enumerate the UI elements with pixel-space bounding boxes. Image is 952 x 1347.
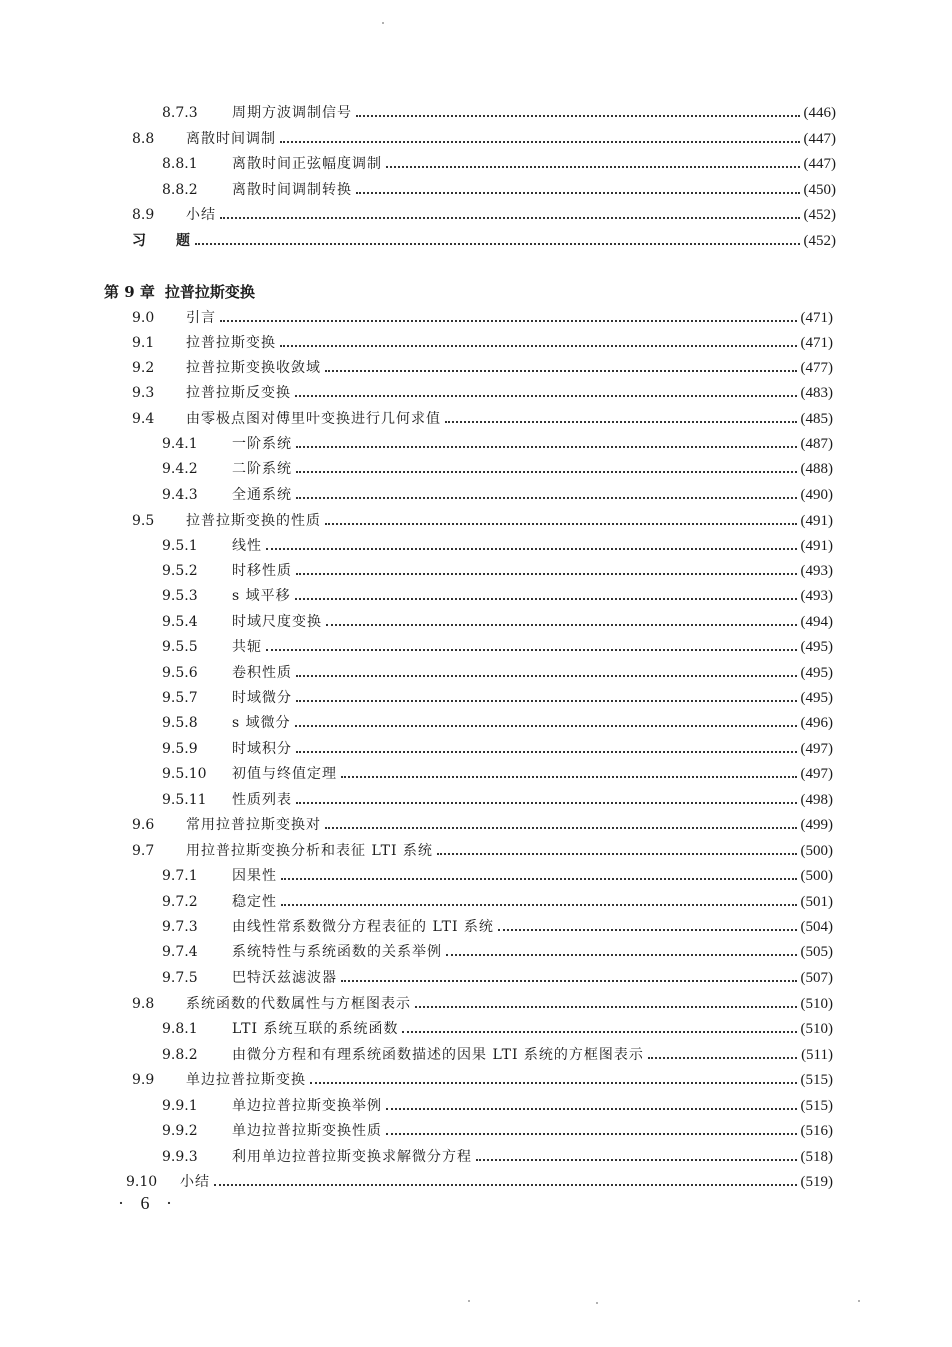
page-number: · 6 ·	[118, 1193, 178, 1213]
dot-leader	[648, 1057, 797, 1059]
toc-entry-number: 9.5.10	[162, 766, 207, 782]
toc-entry-page: (495)	[800, 639, 833, 655]
toc-entry-title: 卷积性质	[232, 665, 292, 681]
toc-entry-title: 用拉普拉斯变换分析和表征 LTI 系统	[186, 843, 433, 859]
toc-entry	[132, 383, 833, 403]
toc-entry	[132, 1070, 833, 1090]
toc-entry-title: 拉普拉斯反变换	[186, 385, 291, 401]
toc-entry-title: 题	[176, 233, 191, 249]
toc-entry-title: 利用单边拉普拉斯变换求解微分方程	[232, 1149, 472, 1165]
dot-leader	[195, 243, 800, 245]
toc-entry	[162, 154, 836, 174]
dot-leader	[296, 802, 797, 804]
toc-entry-page: (477)	[800, 360, 833, 376]
toc-entry-page: (490)	[800, 487, 833, 503]
dot-leader	[281, 878, 797, 880]
dot-leader	[386, 1133, 797, 1135]
toc-entry-number: 9.5	[132, 513, 155, 529]
toc-entry	[162, 612, 833, 632]
toc-entry	[162, 790, 833, 810]
toc-entry-page: (510)	[800, 1021, 833, 1037]
dot-leader	[325, 827, 797, 829]
toc-entry-page: (498)	[800, 792, 833, 808]
toc-entry-title: 小结	[186, 207, 216, 223]
toc-entry-title: 单边拉普拉斯变换性质	[232, 1123, 382, 1139]
toc-entry-title: 一阶系统	[232, 436, 292, 452]
toc-entry-title: 周期方波调制信号	[232, 105, 352, 121]
toc-entry	[162, 180, 836, 200]
toc-entry-number: 8.8	[132, 131, 155, 147]
dot-leader	[445, 421, 797, 423]
toc-entry-title: s 域微分	[232, 715, 291, 731]
toc-entry-title: 由线性常系数微分方程表征的 LTI 系统	[232, 919, 494, 935]
dot-leader	[296, 700, 797, 702]
dot-leader	[386, 166, 800, 168]
toc-entry-title: LTI 系统互联的系统函数	[232, 1021, 399, 1037]
toc-entry-title: s 域平移	[232, 588, 291, 604]
toc-entry-number: 9.4	[132, 411, 155, 427]
toc-entry-number: 9.4.2	[162, 461, 198, 477]
toc-entry	[162, 1019, 833, 1039]
toc-entry-number: 9.7	[132, 843, 155, 859]
toc-entry	[162, 892, 833, 912]
toc-entry-page: (500)	[800, 843, 833, 859]
dot-leader	[281, 904, 797, 906]
dot-leader	[498, 929, 797, 931]
toc-entry-title: 由零极点图对傅里叶变换进行几何求值	[186, 411, 441, 427]
toc-entry	[162, 1096, 833, 1116]
toc-entry	[132, 308, 833, 328]
toc-entry-title: 全通系统	[232, 487, 292, 503]
toc-entry-title: 拉普拉斯变换	[186, 335, 276, 351]
toc-entry-page: (515)	[800, 1098, 833, 1114]
dot-leader	[476, 1159, 797, 1161]
toc-entry-page: (500)	[800, 868, 833, 884]
dot-leader	[296, 446, 797, 448]
toc-entry	[162, 459, 833, 479]
toc-entry	[162, 536, 833, 556]
toc-entry-page: (452)	[803, 233, 836, 249]
toc-entry-number: 9.8.2	[162, 1047, 198, 1063]
toc-entry-page: (450)	[803, 182, 836, 198]
dot-leader	[266, 548, 797, 550]
scan-speck	[468, 1300, 470, 1302]
toc-entry-page: (446)	[803, 105, 836, 121]
toc-entry-title: 性质列表	[232, 792, 292, 808]
toc-entry-page: (495)	[800, 690, 833, 706]
toc-entry-title: 时域尺度变换	[232, 614, 322, 630]
toc-entry-page: (493)	[800, 563, 833, 579]
dot-leader	[296, 751, 797, 753]
toc-entry-page: (485)	[800, 411, 833, 427]
toc-entry-page: (496)	[800, 715, 833, 731]
toc-entry-page: (497)	[800, 766, 833, 782]
toc-entry-page: (452)	[803, 207, 836, 223]
toc-entry-title: 共轭	[232, 639, 262, 655]
toc-entry	[132, 358, 833, 378]
toc-entry	[162, 1045, 833, 1065]
dot-leader	[356, 192, 800, 194]
toc-entry-number: 9.3	[132, 385, 155, 401]
toc-entry-number: 9.5.6	[162, 665, 198, 681]
toc-entry-number: 9.5.11	[162, 792, 207, 808]
toc-entry-number: 8.8.2	[162, 182, 198, 198]
toc-entry-number: 8.7.3	[162, 105, 198, 121]
toc-entry-page: (505)	[800, 944, 833, 960]
toc-entry	[162, 713, 833, 733]
toc-entry-page: (497)	[800, 741, 833, 757]
toc-entry-number: 9.7.2	[162, 894, 198, 910]
toc-entry	[162, 434, 833, 454]
toc-entry-page: (491)	[800, 538, 833, 554]
toc-entry	[162, 917, 833, 937]
toc-entry-number: 9.9.2	[162, 1123, 198, 1139]
toc-entry-page: (471)	[800, 310, 833, 326]
toc-entry	[162, 1147, 833, 1167]
toc-entry-page: (488)	[800, 461, 833, 477]
dot-leader	[220, 217, 800, 219]
toc-entry-title: 二阶系统	[232, 461, 292, 477]
toc-entry-number: 9.4.3	[162, 487, 198, 503]
toc-entry-page: (510)	[800, 996, 833, 1012]
toc-entry-number: 8.8.1	[162, 156, 198, 172]
toc-entry-number: 9.0	[132, 310, 155, 326]
dot-leader	[325, 370, 797, 372]
toc-entry-number: 9.5.4	[162, 614, 198, 630]
toc-entry-number: 9.7.5	[162, 970, 198, 986]
scan-speck	[596, 1302, 598, 1304]
dot-leader	[296, 497, 797, 499]
dot-leader	[446, 954, 797, 956]
dot-leader	[326, 624, 797, 626]
toc-entry-number: 8.9	[132, 207, 155, 223]
toc-entry	[132, 815, 833, 835]
toc-entry	[162, 739, 833, 759]
toc-entry	[162, 103, 836, 123]
toc-entry-title: 拉普拉斯变换的性质	[186, 513, 321, 529]
toc-entry-title: 离散时间正弦幅度调制	[232, 156, 382, 172]
toc-entry	[132, 231, 836, 251]
dot-leader	[341, 980, 797, 982]
toc-entry	[132, 841, 833, 861]
dot-leader	[295, 598, 797, 600]
dot-leader	[437, 853, 797, 855]
toc-entry	[132, 129, 836, 149]
chapter-heading	[104, 282, 840, 302]
toc-entry-page: (483)	[800, 385, 833, 401]
toc-entry	[132, 511, 833, 531]
toc-entry-number: 9.6	[132, 817, 155, 833]
toc-entry-number: 9.5.3	[162, 588, 198, 604]
toc-entry-number: 9.5.1	[162, 538, 198, 554]
toc-entry-title: 引言	[186, 310, 216, 326]
toc-entry-page: (494)	[800, 614, 833, 630]
toc-entry-page: (495)	[800, 665, 833, 681]
toc-entry	[162, 586, 833, 606]
toc-entry-page: (499)	[800, 817, 833, 833]
toc-entry-number: 9.4.1	[162, 436, 198, 452]
toc-entry-number: 9.2	[132, 360, 155, 376]
toc-entry-page: (519)	[800, 1174, 833, 1190]
toc-entry-page: (516)	[800, 1123, 833, 1139]
toc-entry	[132, 205, 836, 225]
toc-entry-title: 单边拉普拉斯变换举例	[232, 1098, 382, 1114]
toc-entry	[162, 866, 833, 886]
dot-leader	[341, 776, 797, 778]
toc-entry	[162, 561, 833, 581]
toc-entry-number: 9.5.7	[162, 690, 198, 706]
toc-entry	[162, 688, 833, 708]
toc-entry-title: 常用拉普拉斯变换对	[186, 817, 321, 833]
toc-entry-page: (518)	[800, 1149, 833, 1165]
toc-entry-number: 9.7.1	[162, 868, 198, 884]
dot-leader	[214, 1184, 797, 1186]
toc-entry-number: 9.5.8	[162, 715, 198, 731]
toc-entry-page: (515)	[800, 1072, 833, 1088]
dot-leader	[356, 115, 800, 117]
toc-entry-title: 巴特沃兹滤波器	[232, 970, 337, 986]
toc-entry-number: 习	[132, 233, 146, 249]
dot-leader	[295, 395, 797, 397]
toc-entry-title: 线性	[232, 538, 262, 554]
toc-entry-page: (501)	[800, 894, 833, 910]
toc-entry-title: 拉普拉斯变换收敛域	[186, 360, 321, 376]
toc-entry	[132, 333, 833, 353]
toc-entry-page: (511)	[801, 1047, 833, 1063]
dot-leader	[220, 320, 797, 322]
toc-entry-title: 稳定性	[232, 894, 277, 910]
toc-entry-number: 9.9	[132, 1072, 155, 1088]
toc-entry-number: 9.7.3	[162, 919, 198, 935]
dot-leader	[280, 345, 797, 347]
toc-entry-number: 9.5.9	[162, 741, 198, 757]
toc-entry-page: (447)	[803, 156, 836, 172]
toc-entry-title: 系统特性与系统函数的关系举例	[232, 944, 442, 960]
dot-leader	[295, 725, 797, 727]
toc-entry-number: 9.5.2	[162, 563, 198, 579]
toc-entry-number: 9.7.4	[162, 944, 198, 960]
toc-entry-page: (493)	[800, 588, 833, 604]
toc-entry-number: 9.9.1	[162, 1098, 198, 1114]
toc-entry-number: 9.5.5	[162, 639, 198, 655]
toc-entry	[132, 994, 833, 1014]
toc-entry-title: 初值与终值定理	[232, 766, 337, 782]
toc-entry-title: 离散时间调制	[186, 131, 276, 147]
toc-entry-number: 9.10	[126, 1174, 158, 1190]
scan-speck	[858, 1300, 860, 1302]
toc-entry-page: (487)	[800, 436, 833, 452]
toc-entry-number: 9.8	[132, 996, 155, 1012]
toc-entry-title: 因果性	[232, 868, 277, 884]
dot-leader	[266, 649, 797, 651]
toc-entry-page: (447)	[803, 131, 836, 147]
dot-leader	[280, 141, 800, 143]
toc-entry-title: 小结	[180, 1174, 210, 1190]
toc-entry-number: 第 9 章	[104, 283, 155, 301]
scan-speck	[382, 22, 384, 24]
toc-entry-title: 离散时间调制转换	[232, 182, 352, 198]
toc-entry-title: 时域积分	[232, 741, 292, 757]
dot-leader	[296, 675, 797, 677]
toc-entry	[162, 764, 833, 784]
toc-entry	[162, 663, 833, 683]
toc-entry-number: 9.1	[132, 335, 155, 351]
toc-entry	[162, 637, 833, 657]
toc-entry-title: 单边拉普拉斯变换	[186, 1072, 306, 1088]
toc-entry-page: (471)	[800, 335, 833, 351]
toc-entry-page: (507)	[800, 970, 833, 986]
toc-entry-number: 9.8.1	[162, 1021, 198, 1037]
toc-entry	[132, 409, 833, 429]
toc-entry-page: (491)	[800, 513, 833, 529]
toc-entry-page: (504)	[800, 919, 833, 935]
toc-entry	[162, 968, 833, 988]
dot-leader	[310, 1082, 797, 1084]
dot-leader	[325, 523, 797, 525]
dot-leader	[415, 1006, 797, 1008]
toc-entry-title: 时移性质	[232, 563, 292, 579]
toc-entry-number: 9.9.3	[162, 1149, 198, 1165]
toc-entry-title: 时域微分	[232, 690, 292, 706]
dot-leader	[296, 471, 797, 473]
toc-entry	[162, 1121, 833, 1141]
toc-entry	[162, 942, 833, 962]
dot-leader	[296, 573, 797, 575]
dot-leader	[386, 1108, 797, 1110]
toc-entry	[162, 485, 833, 505]
toc-entry-title: 系统函数的代数属性与方框图表示	[186, 996, 411, 1012]
dot-leader	[402, 1031, 796, 1033]
toc-entry-title: 拉普拉斯变换	[164, 283, 255, 301]
toc-entry-title: 由微分方程和有理系统函数描述的因果 LTI 系统的方框图表示	[232, 1047, 644, 1063]
toc-entry	[126, 1172, 833, 1192]
